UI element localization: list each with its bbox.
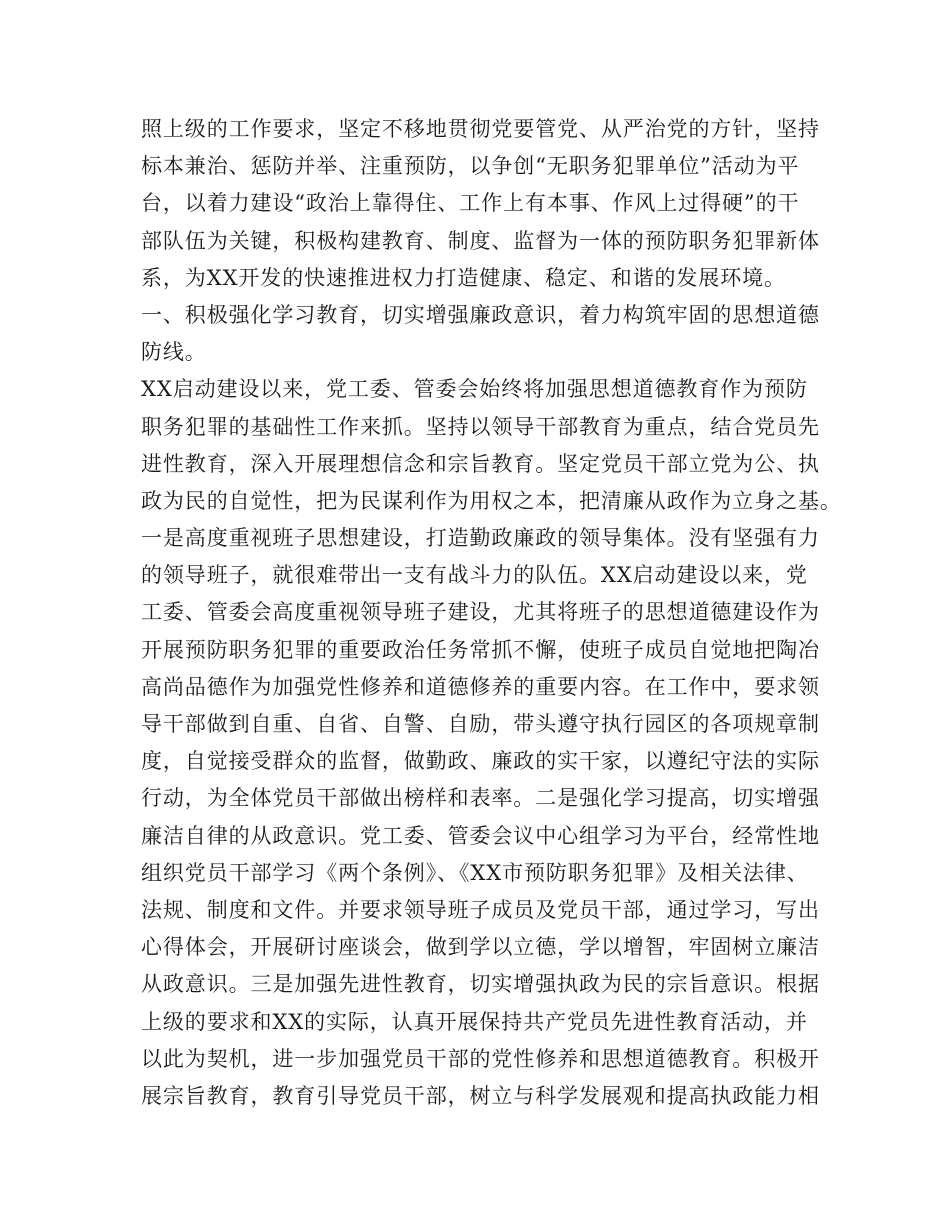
text-line: 组织党员干部学习《两个条例》、《XX市预防职务犯罪》及相关法律、 bbox=[141, 860, 809, 885]
text-line: 标本兼治、惩防并举、注重预防，以争创“无职务犯罪单位”活动为平 bbox=[141, 154, 800, 179]
text-line: 以此为契机，进一步加强党员干部的党性修养和思想道德教育。积极开 bbox=[141, 1046, 820, 1071]
text-line: 政为民的自觉性，把为民谋利作为用权之本，把清廉从政作为立身之基。 bbox=[141, 488, 842, 513]
text-line: 上级的要求和XX的实际，认真开展保持共产党员先进性教育活动，并 bbox=[141, 1009, 808, 1034]
document-page bbox=[141, 111, 842, 1115]
text-line: 导干部做到自重、自省、自警、自励，带头遵守执行园区的各项规章制 bbox=[141, 712, 820, 736]
text-line: 开展预防职务犯罪的重要政治任务常抓不懈，使班子成员自觉地把陶冶 bbox=[141, 637, 820, 662]
text-line: 台，以着力建设“政治上靠得住、工作上有本事、作风上过得硬”的干 bbox=[141, 191, 800, 216]
text-line: 高尚品德作为加强党性修养和道德修养的重要内容。在工作中，要求领 bbox=[141, 674, 820, 699]
text-line: 一是高度重视班子思想建设，打造勤政廉政的领导集体。没有坚强有力 bbox=[141, 526, 820, 551]
text-line: 照上级的工作要求，坚定不移地贯彻党要管党、从严治党的方针，坚持 bbox=[141, 117, 820, 141]
section-heading-line: 防线。 bbox=[141, 340, 207, 365]
section-heading-line: 一、积极强化学习教育，切实增强廉政意识，着力构筑牢固的思想道德 bbox=[141, 302, 820, 327]
text-line: 行动，为全体党员干部做出榜样和表率。二是强化学习提高，切实增强 bbox=[141, 786, 820, 811]
text-line: 工委、管委会高度重视领导班子建设，尤其将班子的思想道德建设作为 bbox=[141, 600, 820, 625]
text-line: 廉洁自律的从政意识。党工委、管委会议中心组学习为平台，经常性地 bbox=[141, 823, 820, 848]
text-line: 度，自觉接受群众的监督，做勤政、廉政的实干家，以遵纪守法的实际 bbox=[141, 749, 820, 774]
text-line: 系，为XX开发的快速推进权力打造健康、稳定、和谐的发展环境。 bbox=[141, 265, 786, 290]
text-line: XX启动建设以来，党工委、管委会始终将加强思想道德教育作为预防 bbox=[141, 377, 808, 402]
text-line: 职务犯罪的基础性工作来抓。坚持以领导干部教育为重点，结合党员先 bbox=[141, 414, 820, 439]
text-line: 法规、制度和文件。并要求领导班子成员及党员干部，通过学习，写出 bbox=[141, 897, 820, 922]
text-line: 部队伍为关键，积极构建教育、制度、监督为一体的预防职务犯罪新体 bbox=[141, 228, 820, 253]
text-line: 的领导班子，就很难带出一支有战斗力的队伍。XX启动建设以来，党 bbox=[141, 563, 808, 588]
text-line: 从政意识。三是加强先进性教育，切实增强执政为民的宗旨意识。根据 bbox=[141, 972, 820, 997]
text-line: 展宗旨教育，教育引导党员干部，树立与科学发展观和提高执政能力相 bbox=[141, 1083, 820, 1108]
text-line: 进性教育，深入开展理想信念和宗旨教育。坚定党员干部立党为公、执 bbox=[141, 451, 820, 476]
text-line: 心得体会，开展研讨座谈会，做到学以立德，学以增智，牢固树立廉洁 bbox=[141, 935, 820, 960]
